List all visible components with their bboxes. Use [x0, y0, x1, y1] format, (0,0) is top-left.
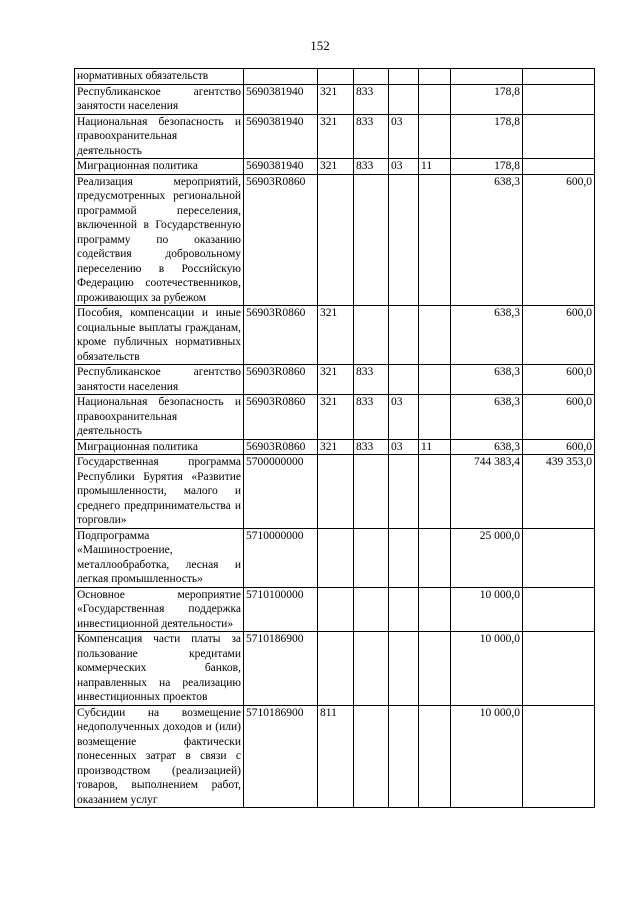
amount-year2-cell — [523, 528, 595, 587]
amount-year1-cell: 178,8 — [451, 114, 523, 159]
target-article-cell: 5710100000 — [244, 587, 318, 632]
table-row — [75, 84, 595, 114]
subsection-cell — [419, 365, 451, 395]
amount-year2-cell: 600,0 — [523, 174, 595, 306]
amount-year1-cell: 178,8 — [451, 159, 523, 175]
section-cell — [389, 84, 419, 114]
name-cell: Национальная безопасность и правоохранительная деятельность — [75, 395, 244, 440]
expense-type-cell — [318, 632, 354, 706]
target-article-cell: 5690381940 — [244, 84, 318, 114]
target-article-cell: 56903R0860 — [244, 439, 318, 455]
amount-year2-cell — [523, 69, 595, 85]
subsection-cell — [419, 587, 451, 632]
target-article-cell: 56903R0860 — [244, 306, 318, 365]
section-cell — [389, 365, 419, 395]
section-cell — [389, 174, 419, 306]
amount-year2-cell: 600,0 — [523, 306, 595, 365]
table-row — [75, 306, 595, 365]
amount-year1-cell: 10 000,0 — [451, 705, 523, 808]
target-article-cell — [244, 69, 318, 85]
amount-year1-cell: 25 000,0 — [451, 528, 523, 587]
target-article-cell: 56903R0860 — [244, 395, 318, 440]
section-cell — [389, 69, 419, 85]
amount-year2-cell — [523, 84, 595, 114]
amount-year1-cell: 638,3 — [451, 306, 523, 365]
amount-year2-cell: 600,0 — [523, 365, 595, 395]
table-row — [75, 69, 595, 85]
section-cell — [389, 705, 419, 808]
name-cell: Национальная безопасность и правоохранительная деятельность — [75, 114, 244, 159]
subsection-cell — [419, 84, 451, 114]
name-cell: Миграционная политика — [75, 439, 244, 455]
section-cell: 03 — [389, 439, 419, 455]
table-row — [75, 455, 595, 529]
expense-type-cell: 321 — [318, 114, 354, 159]
target-article-cell: 5690381940 — [244, 114, 318, 159]
page-number: 152 — [310, 38, 330, 53]
name-cell: Государственная программа Республики Бурятия «Развитие промышленности, малого и среднего предпринимательства и торговли» — [75, 455, 244, 529]
name-cell: Республиканское агентство занятости населения — [75, 365, 244, 395]
ministry-code-cell: 833 — [354, 439, 389, 455]
amount-year1-cell: 744 383,4 — [451, 455, 523, 529]
table-row — [75, 395, 595, 440]
subsection-cell: 11 — [419, 439, 451, 455]
table-row — [75, 632, 595, 706]
table-row — [75, 439, 595, 455]
amount-year2-cell — [523, 587, 595, 632]
name-cell: Миграционная политика — [75, 159, 244, 175]
expense-type-cell — [318, 69, 354, 85]
ministry-code-cell — [354, 705, 389, 808]
ministry-code-cell: 833 — [354, 395, 389, 440]
subsection-cell — [419, 528, 451, 587]
amount-year1-cell: 638,3 — [451, 365, 523, 395]
ministry-code-cell — [354, 587, 389, 632]
amount-year2-cell — [523, 159, 595, 175]
target-article-cell: 56903R0860 — [244, 174, 318, 306]
ministry-code-cell: 833 — [354, 84, 389, 114]
target-article-cell: 56903R0860 — [244, 365, 318, 395]
amount-year2-cell: 600,0 — [523, 439, 595, 455]
name-cell: Основное мероприятие «Государственная поддержка инвестиционной деятельности» — [75, 587, 244, 632]
name-cell: Субсидии на возмещение недополученных доходов и (или) возмещение фактически понесенных затрат в связи с производством (реализацией) товаров, выполнением работ, оказанием услуг — [75, 705, 244, 808]
name-cell: нормативных обязательств — [75, 69, 244, 85]
subsection-cell — [419, 174, 451, 306]
subsection-cell — [419, 455, 451, 529]
target-article-cell: 5710186900 — [244, 705, 318, 808]
subsection-cell — [419, 114, 451, 159]
amount-year1-cell: 638,3 — [451, 439, 523, 455]
section-cell — [389, 455, 419, 529]
section-cell: 03 — [389, 114, 419, 159]
ministry-code-cell: 833 — [354, 114, 389, 159]
amount-year1-cell: 638,3 — [451, 174, 523, 306]
expense-type-cell — [318, 455, 354, 529]
subsection-cell — [419, 69, 451, 85]
amount-year1-cell: 178,8 — [451, 84, 523, 114]
expense-type-cell — [318, 174, 354, 306]
table-row — [75, 174, 595, 306]
budget-table — [74, 68, 595, 808]
amount-year1-cell: 638,3 — [451, 395, 523, 440]
expense-type-cell: 321 — [318, 365, 354, 395]
target-article-cell: 5700000000 — [244, 455, 318, 529]
ministry-code-cell — [354, 306, 389, 365]
section-cell — [389, 632, 419, 706]
table-row — [75, 528, 595, 587]
budget-table-body — [75, 69, 595, 808]
expense-type-cell: 811 — [318, 705, 354, 808]
amount-year2-cell: 439 353,0 — [523, 455, 595, 529]
ministry-code-cell — [354, 632, 389, 706]
expense-type-cell: 321 — [318, 439, 354, 455]
ministry-code-cell — [354, 455, 389, 529]
subsection-cell: 11 — [419, 159, 451, 175]
ministry-code-cell — [354, 528, 389, 587]
name-cell: Подпрограмма «Машиностроение, металлообработка, лесная и легкая промышленность» — [75, 528, 244, 587]
section-cell — [389, 587, 419, 632]
target-article-cell: 5710000000 — [244, 528, 318, 587]
name-cell: Пособия, компенсации и иные социальные выплаты гражданам, кроме публичных нормативных обязательств — [75, 306, 244, 365]
section-cell — [389, 528, 419, 587]
subsection-cell — [419, 395, 451, 440]
target-article-cell: 5690381940 — [244, 159, 318, 175]
amount-year2-cell — [523, 114, 595, 159]
expense-type-cell — [318, 587, 354, 632]
subsection-cell — [419, 705, 451, 808]
section-cell: 03 — [389, 395, 419, 440]
amount-year1-cell — [451, 69, 523, 85]
table-row — [75, 587, 595, 632]
expense-type-cell: 321 — [318, 84, 354, 114]
expense-type-cell — [318, 528, 354, 587]
expense-type-cell: 321 — [318, 395, 354, 440]
amount-year1-cell: 10 000,0 — [451, 632, 523, 706]
table-row — [75, 705, 595, 808]
expense-type-cell: 321 — [318, 159, 354, 175]
expense-type-cell: 321 — [318, 306, 354, 365]
subsection-cell — [419, 306, 451, 365]
ministry-code-cell: 833 — [354, 365, 389, 395]
ministry-code-cell — [354, 69, 389, 85]
amount-year2-cell — [523, 632, 595, 706]
table-row — [75, 159, 595, 175]
table-row — [75, 114, 595, 159]
target-article-cell: 5710186900 — [244, 632, 318, 706]
name-cell: Компенсация части платы за пользование кредитами коммерческих банков, направленных на реализацию инвестиционных проектов — [75, 632, 244, 706]
amount-year1-cell: 10 000,0 — [451, 587, 523, 632]
amount-year2-cell — [523, 705, 595, 808]
subsection-cell — [419, 632, 451, 706]
ministry-code-cell — [354, 174, 389, 306]
name-cell: Реализация мероприятий, предусмотренных региональной программой переселения, включенной в Государственную программу по оказанию содействия добровольному переселению в Российскую Федерацию соотечественников, проживающих за рубежом — [75, 174, 244, 306]
amount-year2-cell: 600,0 — [523, 395, 595, 440]
section-cell: 03 — [389, 159, 419, 175]
ministry-code-cell: 833 — [354, 159, 389, 175]
table-row — [75, 365, 595, 395]
section-cell — [389, 306, 419, 365]
name-cell: Республиканское агентство занятости населения — [75, 84, 244, 114]
